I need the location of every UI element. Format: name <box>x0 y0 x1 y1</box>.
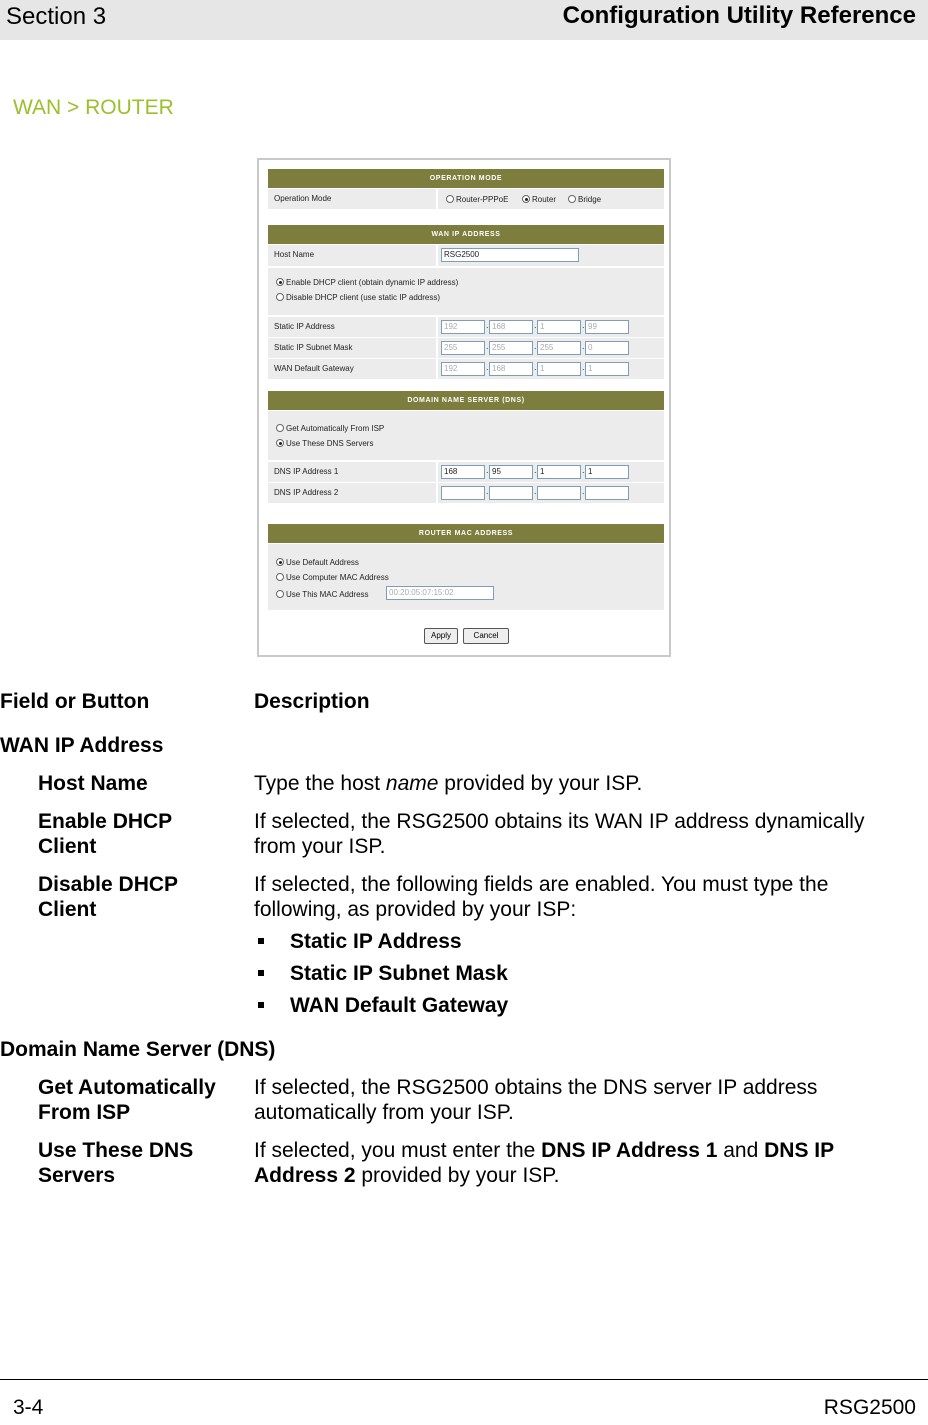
bullet-default-gateway: WAN Default Gateway <box>290 994 509 1017</box>
col-header-field: Field or Button <box>0 690 150 713</box>
static-ip-octet[interactable]: 99 <box>585 320 629 334</box>
dns-band: DOMAIN NAME SERVER (DNS) <box>268 391 664 410</box>
desc-host-name: Type the host name provided by your ISP. <box>254 772 643 795</box>
operation-mode-row <box>268 189 664 209</box>
subnet-octet[interactable]: 255 <box>489 341 533 355</box>
dns1-label: DNS IP Address 1 <box>274 467 339 476</box>
mac-computer-text: Use Computer MAC Address <box>286 573 389 582</box>
dns2-label: DNS IP Address 2 <box>274 488 339 497</box>
gateway-octet[interactable]: 1 <box>537 362 581 376</box>
gateway-label: WAN Default Gateway <box>274 364 354 373</box>
disable-dhcp-radio[interactable] <box>276 293 284 301</box>
dns1-row: DNS IP Address 1 168 . 95 . 1 . 1 <box>268 462 664 482</box>
gateway-row: WAN Default Gateway 192 . 168 . 1 . 1 <box>268 359 664 379</box>
page-header <box>0 0 928 40</box>
section-label: Section 3 <box>6 3 107 30</box>
mac-band: ROUTER MAC ADDRESS <box>268 524 664 543</box>
static-ip-label: Static IP Address <box>274 322 335 331</box>
gateway-octet[interactable]: 1 <box>585 362 629 376</box>
host-name-input[interactable]: RSG2500 <box>441 248 579 262</box>
bridge-label: Bridge <box>578 195 602 204</box>
group-heading-wan-ip: WAN IP Address <box>0 734 164 757</box>
col-header-description: Description <box>254 690 370 713</box>
bullet-marker <box>258 970 264 976</box>
breadcrumb: WAN > ROUTER <box>13 96 174 119</box>
subnet-octet[interactable]: 255 <box>537 341 581 355</box>
operation-mode-label: Operation Mode <box>274 194 332 203</box>
desc-use-these-dns: If selected, you must enter the DNS IP Address 1 and DNS IP Address 2 provided by your ISP. <box>254 1139 835 1187</box>
router-pppoe-radio[interactable] <box>446 195 454 203</box>
router-radio[interactable] <box>522 195 530 203</box>
dns2-octet[interactable] <box>441 486 485 500</box>
router-pppoe-label: Router-PPPoE <box>456 195 509 204</box>
bullet-marker <box>258 1002 264 1008</box>
static-ip-octet[interactable]: 1 <box>537 320 581 334</box>
header-title: Configuration Utility Reference <box>562 2 916 29</box>
enable-dhcp-radio[interactable] <box>276 278 284 286</box>
field-get-automatically: Get Automatically From ISP <box>38 1076 216 1124</box>
mac-default-text: Use Default Address <box>286 558 359 567</box>
dhcp-options-row <box>268 268 664 315</box>
dns-auto-text: Get Automatically From ISP <box>286 424 385 433</box>
field-host-name: Host Name <box>38 772 148 795</box>
router-label: Router <box>532 195 557 204</box>
host-name-label: Host Name <box>274 250 315 259</box>
disable-dhcp-text: Disable DHCP client (use static IP address) <box>286 293 440 302</box>
dns2-octet[interactable] <box>489 486 533 500</box>
bullet-subnet-mask: Static IP Subnet Mask <box>290 962 508 985</box>
static-ip-octet[interactable]: 168 <box>489 320 533 334</box>
config-screenshot <box>257 158 671 657</box>
desc-disable-dhcp: If selected, the following fields are enabled. You must type the following, as provided by your ISP: <box>254 873 829 921</box>
mac-options-row <box>268 544 664 610</box>
field-use-these-dns: Use These DNS Servers <box>38 1139 194 1187</box>
enable-dhcp-text: Enable DHCP client (obtain dynamic IP address) <box>286 278 459 287</box>
wan-ip-band: WAN IP ADDRESS <box>268 225 664 244</box>
static-ip-octet[interactable]: 192 <box>441 320 485 334</box>
mac-default-radio[interactable] <box>276 558 284 566</box>
gateway-octet[interactable]: 192 <box>441 362 485 376</box>
bullet-marker <box>258 938 264 944</box>
field-disable-dhcp: Disable DHCP Client <box>38 873 179 921</box>
footer-model: RSG2500 <box>823 1396 916 1419</box>
footer-rule <box>0 1379 928 1380</box>
subnet-octet[interactable]: 0 <box>585 341 629 355</box>
subnet-label: Static IP Subnet Mask <box>274 343 353 352</box>
bridge-radio[interactable] <box>568 195 576 203</box>
dns-auto-radio[interactable] <box>276 424 284 432</box>
dns2-octet[interactable] <box>537 486 581 500</box>
mac-this-radio[interactable] <box>276 590 284 598</box>
subnet-row: Static IP Subnet Mask 255 . 255 . 255 . 0 <box>268 338 664 358</box>
dns1-octet[interactable]: 1 <box>585 465 629 479</box>
dns-manual-text: Use These DNS Servers <box>286 439 374 448</box>
dns1-octet[interactable]: 1 <box>537 465 581 479</box>
dns1-octet[interactable]: 95 <box>489 465 533 479</box>
dns2-octet[interactable] <box>585 486 629 500</box>
field-enable-dhcp: Enable DHCP Client <box>38 810 173 858</box>
cancel-button[interactable]: Cancel <box>463 628 509 644</box>
mac-computer-radio[interactable] <box>276 573 284 581</box>
dns-options-row <box>268 411 664 460</box>
apply-button[interactable]: Apply <box>424 628 458 644</box>
subnet-octet[interactable]: 255 <box>441 341 485 355</box>
page-number: 3-4 <box>13 1396 44 1419</box>
gateway-octet[interactable]: 168 <box>489 362 533 376</box>
operation-mode-band: OPERATION MODE <box>268 169 664 188</box>
dns-manual-radio[interactable] <box>276 439 284 447</box>
mac-this-text: Use This MAC Address <box>286 590 369 599</box>
desc-get-automatically: If selected, the RSG2500 obtains the DNS server IP address automatically from your ISP. <box>254 1076 818 1124</box>
desc-enable-dhcp: If selected, the RSG2500 obtains its WAN IP address dynamically from your ISP. <box>254 810 865 858</box>
group-heading-dns: Domain Name Server (DNS) <box>0 1038 276 1061</box>
dns2-row: DNS IP Address 2 . . . <box>268 483 664 503</box>
dns1-octet[interactable]: 168 <box>441 465 485 479</box>
host-name-row <box>268 245 664 266</box>
static-ip-row: Static IP Address 192 . 168 . 1 . 99 <box>268 317 664 337</box>
bullet-static-ip: Static IP Address <box>290 930 462 953</box>
mac-address-input[interactable]: 00:20:05:07:15:02 <box>386 586 494 600</box>
